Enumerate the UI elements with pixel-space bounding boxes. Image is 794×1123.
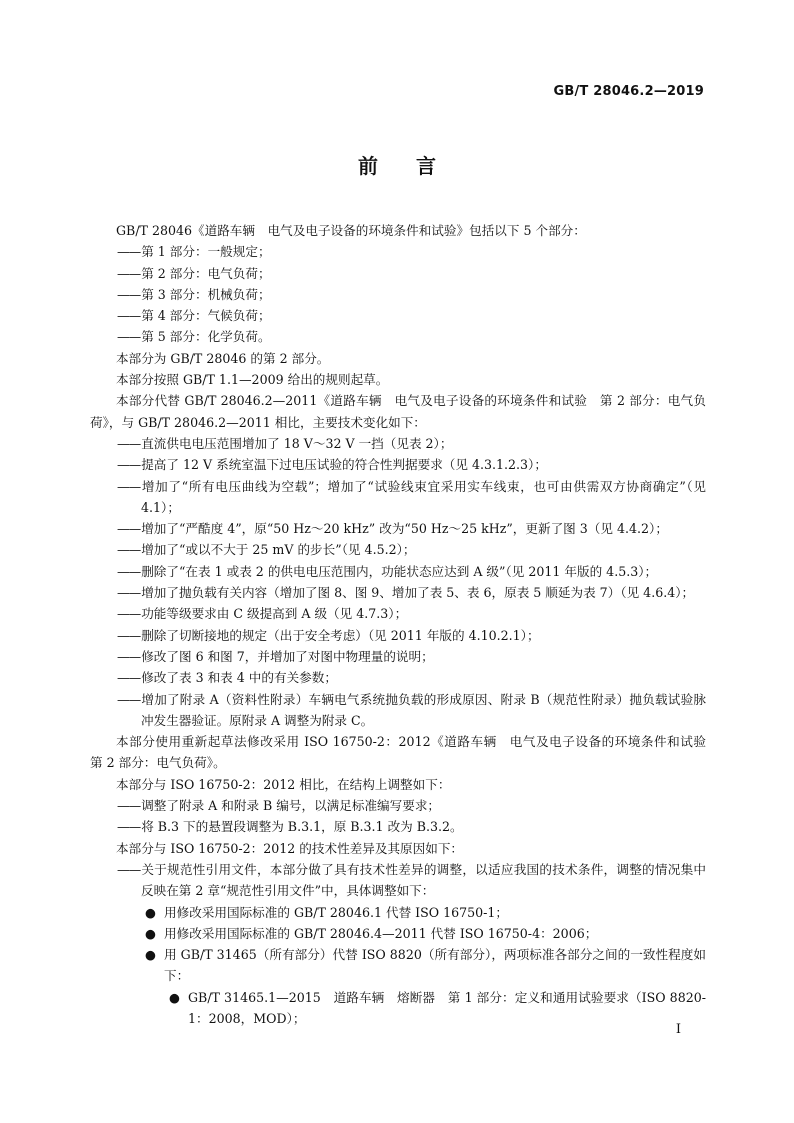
change-item: —— 增加了“严酷度 4”，原“50 Hz～20 kHz” 改为“50 Hz～25 kHz”，更新了图 3（见 4.4.2）； (90, 518, 706, 539)
adoption-statement: 本部分使用重新起草法修改采用 ISO 16750-2：2012《道路车辆 电气及电子设备的环境条件和试验 第 2 部分：电气负荷》。 (90, 734, 719, 771)
part-item: —— 第 3 部分：机械负荷； (90, 284, 706, 305)
change-item: —— 直流供电电压范围增加了 18 V～32 V 一挡（见表 2）； (90, 433, 706, 454)
bullet-text: 用修改采用国际标准的 GB/T 28046.4—2011 代替 ISO 16750-4：2006； (164, 925, 598, 941)
structure-intro: 本部分与 ISO 16750-2：2012 相比，在结构上调整如下： (116, 776, 451, 792)
change-item: —— 增加了“或以不大于 25 mV 的步长”（见 4.5.2）； (90, 539, 706, 560)
foreword-body (90, 220, 719, 1029)
bullet-dot-icon: ● (169, 989, 180, 1005)
part-statement: 本部分为 GB/T 28046 的第 2 部分。 (116, 350, 330, 366)
bullet-text: 用修改采用国际标准的 GB/T 28046.1 代替 ISO 16750-1； (164, 904, 509, 920)
replacement-statement: 本部分代替 GB/T 28046.2—2011《道路车辆 电气及电子设备的环境条件和试验 第 2 部分：电气负荷》，与 GB/T 28046.2—2011 相比，主要技术变化如下： (90, 393, 706, 430)
bullet-item (90, 902, 706, 923)
bullet-dot-icon: ● (145, 925, 156, 941)
part-item: —— 第 2 部分：电气负荷； (90, 263, 706, 284)
sub-bullet-item (90, 987, 706, 1030)
bullet-text: 用 GB/T 31465（所有部分）代替 ISO 8820（所有部分），两项标准各部分之间的一致性程度如下： (164, 947, 706, 984)
change-item: —— 功能等级要求由 C 级提高到 A 级（见 4.7.3）； (90, 603, 706, 624)
part-item: —— 第 4 部分：气候负荷； (90, 305, 706, 326)
change-item: —— 删除了“在表 1 或表 2 的供电电压范围内，功能状态应达到 A 级”（见 2011 年版的 4.5.3）； (90, 561, 706, 582)
change-item: —— 删除了切断接地的规定（出于安全考虑）（见 2011 年版的 4.10.2.1）； (90, 625, 706, 646)
structure-item: —— 将 B.3 下的悬置段调整为 B.3.1，原 B.3.1 改为 B.3.2。 (90, 816, 706, 837)
bullet-dot-icon: ● (145, 904, 156, 920)
change-item: —— 增加了附录 A（资料性附录）车辆电气系统抛负载的形成原因、附录 B（规范性附录）抛负载试验脉冲发生器验证。原附录 A 调整为附录 C。 (90, 689, 706, 732)
page-title (0, 150, 794, 179)
bullet-item (90, 923, 706, 944)
change-item: —— 增加了“所有电压曲线为空载”；增加了“试验线束宜采用实车线束，也可由供需双方协商确定”（见 4.1）； (90, 476, 706, 519)
drafting-rule: 本部分按照 GB/T 1.1—2009 给出的规则起草。 (116, 372, 389, 388)
standard-code: GB/T 28046.2—2019 (553, 84, 704, 99)
part-item: —— 第 1 部分：一般规定； (90, 241, 706, 262)
part-item: —— 第 5 部分：化学负荷。 (90, 326, 706, 347)
change-item: —— 提高了 12 V 系统室温下过电压试验的符合性判据要求（见 4.3.1.2.3）； (90, 454, 706, 475)
sub-bullet-text: GB/T 31465.1—2015 道路车辆 熔断器 第 1 部分：定义和通用试验要求（ISO 8820-1：2008，MOD）； (188, 989, 706, 1026)
difference-item: —— 关于规范性引用文件，本部分做了具有技术性差异的调整，以适应我国的技术条件，调整的情况集中反映在第 2 章“规范性引用文件”中，具体调整如下： (90, 859, 706, 902)
change-item: —— 修改了图 6 和图 7，并增加了对图中物理量的说明； (90, 646, 706, 667)
title-char-2: 言 (416, 154, 436, 178)
intro-paragraph: GB/T 28046《道路车辆 电气及电子设备的环境条件和试验》包括以下 5 个部分： (116, 223, 586, 238)
difference-intro: 本部分与 ISO 16750-2：2012 的技术性差异及其原因如下： (116, 840, 464, 856)
change-item: —— 修改了表 3 和表 4 中的有关参数； (90, 667, 706, 688)
change-item: —— 增加了抛负载有关内容（增加了图 8、图 9、增加了表 5、表 6，原表 5 顺延为表 7）（见 4.6.4）； (90, 582, 706, 603)
structure-item: —— 调整了附录 A 和附录 B 编号，以满足标准编写要求； (90, 795, 706, 816)
bullet-dot-icon: ● (145, 947, 156, 963)
bullet-item (90, 944, 706, 987)
page-number: I (675, 1022, 681, 1037)
title-char-1: 前 (358, 154, 378, 178)
